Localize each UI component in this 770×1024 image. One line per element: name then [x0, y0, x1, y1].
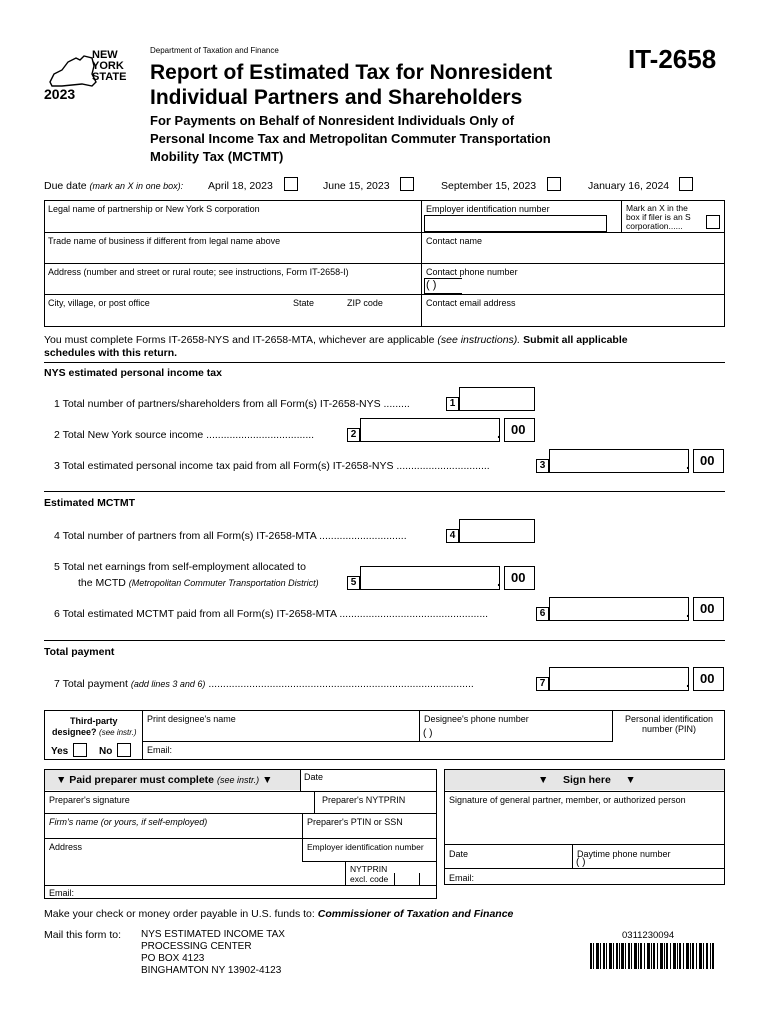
line3-input[interactable] [549, 449, 689, 473]
line2-number: 2 [347, 428, 360, 442]
preparer-firm-field[interactable]: Firm's name (or yours, if self-employed) [49, 817, 208, 827]
ein-input[interactable] [424, 215, 607, 232]
designee-phone-field[interactable]: Designee's phone number [424, 714, 529, 724]
signature-field[interactable]: Signature of general partner, member, or authorized person [449, 795, 686, 805]
tax-year: 2023 [44, 86, 76, 102]
line7-decimal: . [686, 674, 690, 690]
contact-phone-parens: ( ) [426, 279, 437, 291]
logo-line1: NEW [92, 49, 118, 61]
state-field[interactable]: State [293, 298, 315, 308]
nytprin-excl-label: NYTPRIN excl. code [350, 864, 389, 884]
preparer-ein-field[interactable]: Employer identification number [307, 842, 424, 852]
designee-title-2: designee? (see instr.) [52, 727, 137, 737]
sign-phone-parens: ( ) [576, 857, 586, 868]
sign-phone-field[interactable]: Daytime phone number [577, 849, 671, 859]
city-field[interactable]: City, village, or post office [48, 298, 150, 308]
subtitle-line1: For Payments on Behalf of Nonresident Individuals Only of [150, 113, 515, 128]
due-date-option-1-label: April 18, 2023 [208, 180, 273, 192]
preparer-header: ▼ Paid preparer must complete (see instr.) ▼ [56, 774, 273, 786]
line3-label: 3 Total estimated personal income tax paid from all Form(s) IT-2658-NYS ................................ [54, 460, 490, 472]
designee-no-checkbox[interactable] [117, 743, 131, 757]
line3-cents: 00 [700, 453, 715, 468]
sign-header: ▼ Sign here ▼ [538, 774, 636, 786]
preparer-address-field[interactable]: Address [49, 842, 83, 852]
preparer-ptin-field[interactable]: Preparer's PTIN or SSN [307, 817, 403, 827]
nytprin-excl-input[interactable] [394, 873, 420, 885]
designee-pin-field[interactable]: Personal identification number (PIN) [624, 714, 714, 734]
line6-label: 6 Total estimated MCTMT paid from all Form(s) IT-2658-MTA ................................................... [54, 608, 489, 620]
barcode-icon [590, 943, 714, 969]
due-date-option-2-checkbox[interactable] [400, 177, 414, 191]
form-title-line1: Report of Estimated Tax for Nonresident [150, 61, 553, 84]
payable-instruction: Make your check or money order payable in U.S. funds to: Commissioner of Taxation and Finance [44, 908, 514, 920]
line4-label: 4 Total number of partners from all Form(s) IT-2658-MTA .............................. [54, 530, 407, 542]
line7-input[interactable] [549, 667, 689, 691]
line3-number: 3 [536, 459, 549, 473]
mail-label: Mail this form to: [44, 929, 122, 941]
subtitle-line3: Mobility Tax (MCTMT) [150, 149, 284, 164]
barcode-number: 0311230094 [622, 930, 675, 941]
line5-decimal: . [497, 573, 501, 589]
s-corp-checkbox[interactable] [706, 215, 720, 229]
line2-cents: 00 [511, 422, 526, 437]
designee-yes-label: Yes [51, 746, 69, 757]
line5-input[interactable] [360, 566, 500, 590]
preparer-signature-field[interactable]: Preparer's signature [49, 795, 130, 805]
sign-date-field[interactable]: Date [449, 849, 469, 859]
line5-number: 5 [347, 576, 360, 590]
designee-title-1: Third-party [70, 716, 118, 726]
due-date-option-4-label: January 16, 2024 [588, 180, 670, 192]
legal-name-field[interactable]: Legal name of partnership or New York S corporation [48, 204, 260, 214]
designee-no-label: No [99, 746, 113, 757]
line5-label-b: the MCTD (Metropolitan Commuter Transportation District) [78, 577, 319, 589]
contact-email-field[interactable]: Contact email address [426, 298, 516, 308]
line7-number: 7 [536, 677, 549, 691]
line7-label: 7 Total payment (add lines 3 and 6) ........................................................................................... [54, 678, 474, 690]
line4-input[interactable] [459, 519, 535, 543]
line1-number: 1 [446, 397, 459, 411]
s-corp-label: Mark an X in the box if filer is an S corporation...... [626, 203, 691, 231]
line2-input[interactable] [360, 418, 500, 442]
line5-label-a: 5 Total net earnings from self-employment allocated to [54, 561, 306, 573]
line2-decimal: . [497, 425, 501, 441]
mail-address: NYS ESTIMATED INCOME TAX PROCESSING CENTER PO BOX 4123 BINGHAMTON NY 13902-4123 [141, 929, 285, 976]
instructions-line2: schedules with this return. [44, 347, 178, 359]
line1-label: 1 Total number of partners/shareholders from all Form(s) IT-2658-NYS ......... [54, 398, 410, 410]
line6-cents: 00 [700, 601, 715, 616]
address-field[interactable]: Address (number and street or rural route; see instructions, Form IT-2658-I) [48, 267, 349, 277]
contact-phone-field[interactable]: Contact phone number [426, 267, 518, 277]
line2-label: 2 Total New York source income ..................................... [54, 429, 315, 441]
line6-input[interactable] [549, 597, 689, 621]
department-name: Department of Taxation and Finance [150, 46, 279, 55]
line6-decimal: . [686, 604, 690, 620]
line3-decimal: . [686, 456, 690, 472]
line6-number: 6 [536, 607, 549, 621]
sign-email-field[interactable]: Email: [449, 873, 475, 883]
contact-name-field[interactable]: Contact name [426, 236, 483, 246]
state-logo [40, 48, 135, 103]
due-date-option-1-checkbox[interactable] [284, 177, 298, 191]
section-nys-heading: NYS estimated personal income tax [44, 367, 222, 379]
designee-yes-checkbox[interactable] [73, 743, 87, 757]
due-date-label: Due date (mark an X in one box): [44, 180, 184, 192]
section-mctmt-heading: Estimated MCTMT [44, 497, 136, 509]
form-title-line2: Individual Partners and Shareholders [150, 86, 523, 109]
line7-cents: 00 [700, 671, 715, 686]
instructions-line1: You must complete Forms IT-2658-NYS and IT-2658-MTA, whichever are applicable (see instructions). Submit all applicable [44, 334, 628, 346]
subtitle-line2: Personal Income Tax and Metropolitan Commuter Transportation [150, 131, 551, 146]
designee-phone-parens: ( ) [423, 728, 433, 739]
line1-input[interactable] [459, 387, 535, 411]
form-number: IT-2658 [628, 44, 717, 74]
preparer-nytprin-field[interactable]: Preparer's NYTPRIN [322, 795, 406, 805]
line4-number: 4 [446, 529, 459, 543]
logo-line2: YORK [92, 60, 124, 72]
preparer-date-field[interactable]: Date [304, 772, 324, 782]
zip-field[interactable]: ZIP code [347, 298, 383, 308]
section-total-heading: Total payment [44, 646, 115, 658]
preparer-email-field[interactable]: Email: [49, 888, 75, 898]
trade-name-field[interactable]: Trade name of business if different from legal name above [48, 236, 281, 246]
designee-email-field[interactable]: Email: [147, 745, 173, 755]
due-date-option-3-checkbox[interactable] [547, 177, 561, 191]
line5-cents: 00 [511, 570, 526, 585]
due-date-option-2-label: June 15, 2023 [323, 180, 390, 192]
due-date-option-4-checkbox[interactable] [679, 177, 693, 191]
due-date-option-3-label: September 15, 2023 [441, 180, 537, 192]
designee-name-field[interactable]: Print designee's name [147, 714, 236, 724]
logo-line3: STATE [92, 71, 127, 83]
ein-label: Employer identification number [426, 204, 550, 214]
